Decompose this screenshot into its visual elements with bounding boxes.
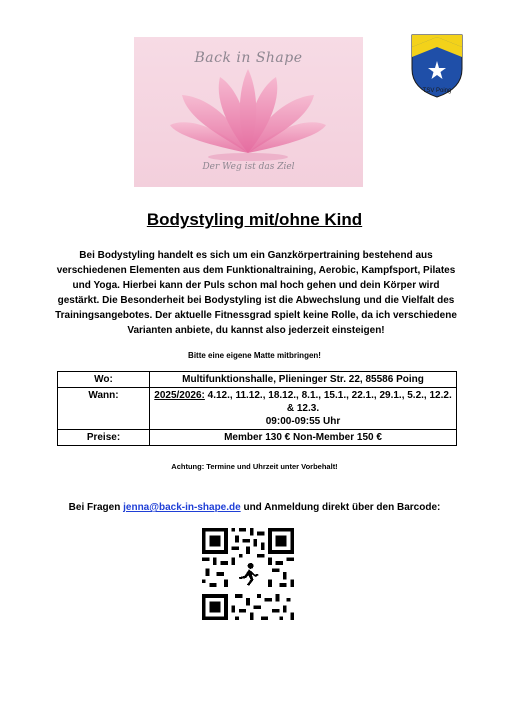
price-value: Member 130 € Non-Member 150 € (150, 430, 457, 446)
where-label: Wo: (58, 372, 150, 388)
contact-line (0, 502, 509, 513)
intro-paragraph: Bei Bodystyling handelt es sich um ein Ganzkörpertraining bestehend aus verschiedenen Elementen aus dem Funktionaltraining, Aerobic, Kampfsport, Pilates und Yoga. Hierbei kann der Puls schon mal hoch gehen und dein Körper wird gestärkt. Die Besonderheit bei Bodystyling ist die Abwechslung und die Vielfalt des Trainingsangebotes. Der aktuelle Fitnessgrad spielt keine Rolle, da ich verschiedene Varianten anbiete, du kannst also jederzeit einsteigen! (55, 250, 457, 336)
lotus-icon (168, 65, 328, 165)
table-row (58, 388, 457, 430)
contact-suffix: und Anmeldung direkt über den Barcode: (240, 502, 441, 513)
page-title: Bodystyling mit/ohne Kind (146, 210, 363, 229)
when-value (150, 388, 457, 430)
table-row (58, 372, 457, 388)
dates-list: 4.12., 11.12., 18.12., 8.1., 15.1., 22.1., 29.1., 5.2., 12.2. & 12.3. (204, 390, 452, 414)
disclaimer: Achtung: Termine und Uhrzeit unter Vorbehalt! (171, 462, 338, 471)
season-label: 2025/2026: (154, 390, 205, 401)
where-value: Multifunktionshalle, Plieninger Str. 22, 85586 Poing (150, 372, 457, 388)
table-row (58, 430, 457, 446)
email-link[interactable]: jenna@back-in-shape.de (123, 502, 241, 513)
back-in-shape-logo (134, 37, 363, 187)
when-label: Wann: (58, 388, 150, 430)
price-label: Preise: (58, 430, 150, 446)
time-range: 09:00-09:55 Uhr (265, 416, 341, 427)
mat-note: Bitte eine eigene Matte mitbringen! (188, 351, 321, 360)
info-table (57, 371, 457, 446)
club-name: TSV Poing (422, 88, 452, 94)
contact-prefix: Bei Fragen (68, 502, 124, 513)
logo-tagline: Der Weg ist das Ziel (202, 162, 295, 172)
qr-code-icon[interactable] (202, 528, 294, 620)
logo-title: Back in Shape (194, 50, 303, 66)
